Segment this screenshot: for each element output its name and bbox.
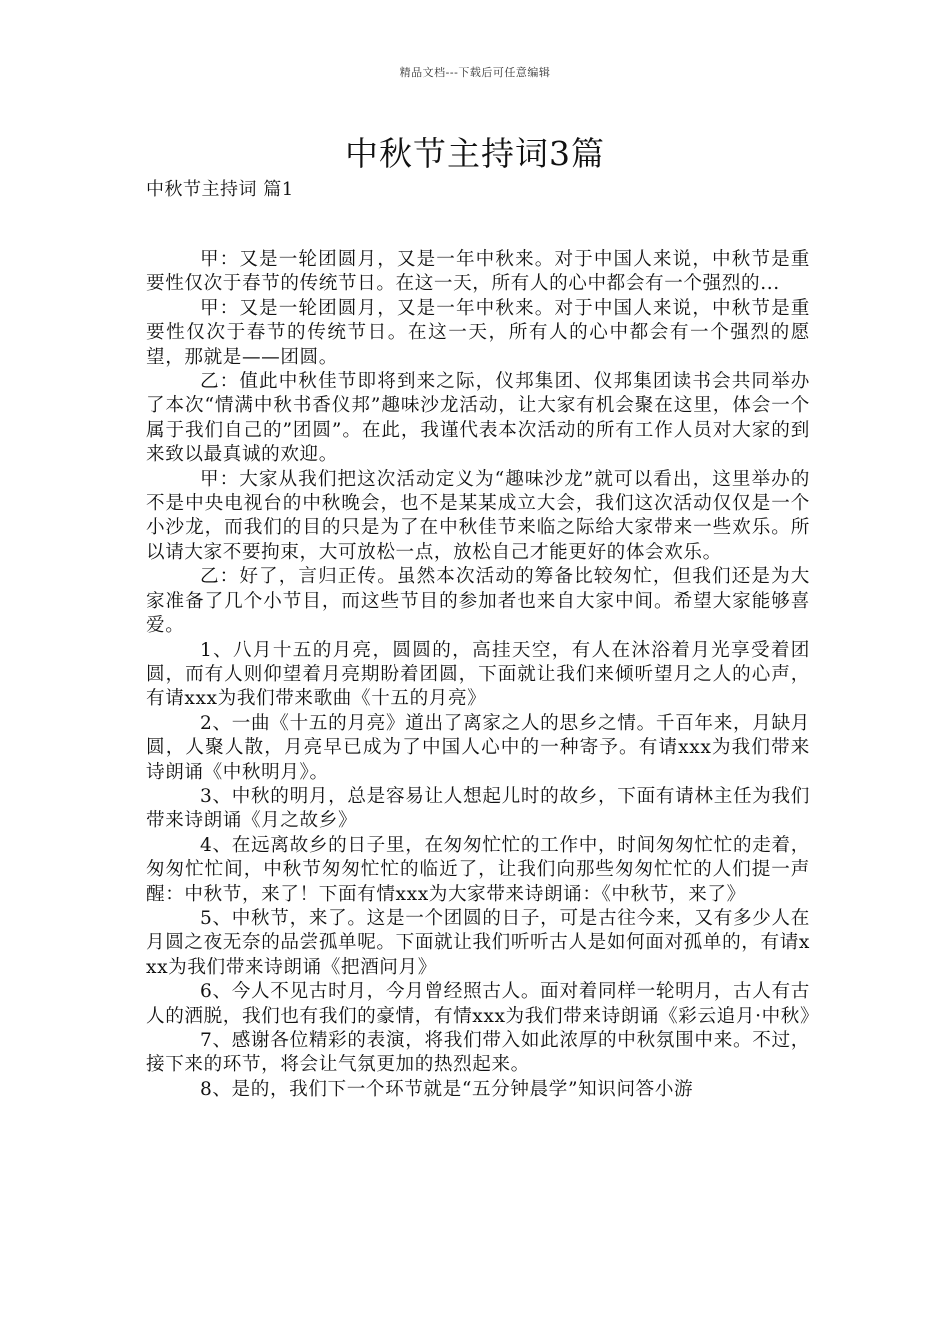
paragraph: 6、今人不见古时月，今月曾经照古人。面对着同样一轮明月，古人有古人的洒脱，我们也有我们的豪情，有情xxx为我们带来诗朗诵《彩云追月·中秋》 [146, 981, 820, 1027]
paragraph: 甲：又是一轮团圆月，又是一年中秋来。对于中国人来说，中秋节是重要性仅次于春节的传统节日。在这一天，所有人的心中都会有一个强烈的... [146, 249, 810, 295]
paragraph: 1、八月十五的月亮，圆圆的，高挂天空，有人在沐浴着月光享受着团圆，而有人则仰望着月亮期盼着团圆，下面就让我们来倾听望月之人的心声，有请xxx为我们带来歌曲《十五的月亮》 [146, 639, 810, 710]
paragraph: 乙：值此中秋佳节即将到来之际，仪邦集团、仪邦集团读书会共同举办了本次“情满中秋书香仪邦”趣味沙龙活动，让大家有机会聚在这里，体会一个属于我们自己的”团圆”。在此，我谨代表本次活动的所有工作人员对大家的到来致以最真诚的欢迎。 [146, 371, 810, 466]
paragraph: 甲：又是一轮团圆月，又是一年中秋来。对于中国人来说，中秋节是重要性仅次于春节的传统节日。在这一天，所有人的心中都会有一个强烈的愿望，那就是——团圆。 [146, 297, 810, 368]
paragraph: 8、是的，我们下一个环节就是“五分钟晨学”知识问答小游 [199, 1078, 694, 1100]
paragraph: 3、中秋的明月，总是容易让人想起儿时的故乡，下面有请林主任为我们带来诗朗诵《月之故乡》 [146, 785, 810, 832]
paragraph: 甲：大家从我们把这次活动定义为“趣味沙龙”就可以看出，这里举办的不是中央电视台的中秋晚会，也不是某某成立大会，我们这次活动仅仅是一个小沙龙，而我们的目的只是为了在中秋佳节来临之际给大家带来一些欢乐。所以请大家不要拘束，大可放松一点，放松自己才能更好的体会欢乐。 [146, 468, 810, 563]
document-title: 中秋节主持词3篇 [345, 134, 605, 173]
paragraph: 7、感谢各位精彩的表演，将我们带入如此浓厚的中秋氛围中来。不过，接下来的环节，将会让气氛更加的热烈起来。 [146, 1030, 810, 1076]
header-note: 精品文档---下载后可任意编辑 [399, 66, 551, 79]
paragraph: 2、一曲《十五的月亮》道出了离家之人的思乡之情。千百年来，月缺月圆，人聚人散，月亮早已成为了中国人心中的一种寄予。有请xxx为我们带来诗朗诵《中秋明月》。 [146, 712, 810, 783]
paragraph: 5、中秋节，来了。这是一个团圆的日子，可是古往今来，又有多少人在月圆之夜无奈的品尝孤单呢。下面就让我们听听古人是如何面对孤单的，有请xxx为我们带来诗朗诵《把酒问月》 [146, 907, 810, 978]
document-subtitle: 中秋节主持词 篇1 [146, 179, 294, 200]
body-text [146, 248, 820, 1102]
paragraph: 4、在远离故乡的日子里，在匆匆忙忙的工作中，时间匆匆忙忙的走着，匆匆忙忙间，中秋节匆匆忙忙的临近了，让我们向那些匆匆忙忙的人们提一声醒：中秋节，来了！下面有情xxx为大家带来诗朗诵：《中秋节，来了》 [146, 834, 810, 905]
paragraph: 乙：好了，言归正传。虽然本次活动的筹备比较匆忙，但我们还是为大家准备了几个小节目，而这些节目的参加者也来自大家中间。希望大家能够喜爱。 [146, 566, 810, 637]
